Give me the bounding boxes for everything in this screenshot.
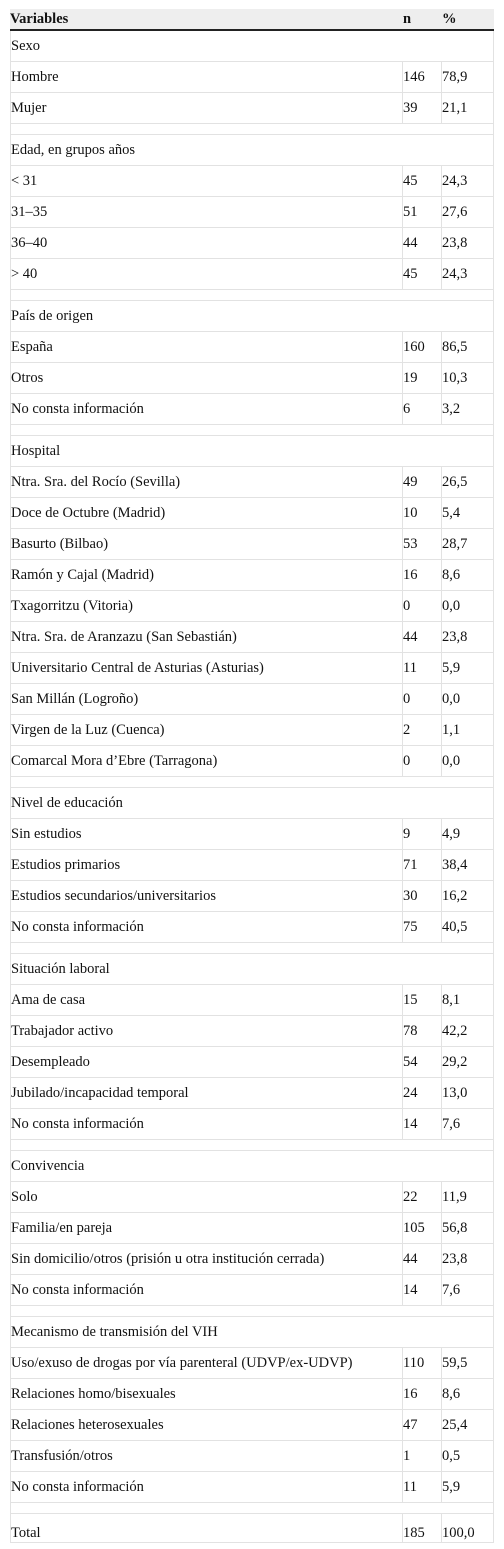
table-row: [10, 591, 494, 622]
group-row: [10, 788, 494, 819]
row-label: 31–35: [10, 197, 403, 228]
row-count: 44: [403, 1244, 442, 1275]
group-title: Nivel de educación: [10, 788, 494, 819]
row-label: Trabajador activo: [10, 1016, 403, 1047]
row-count: 24: [403, 1078, 442, 1109]
row-count: 44: [403, 622, 442, 653]
row-count: 11: [403, 653, 442, 684]
group-title: País de origen: [10, 301, 494, 332]
table-row: [10, 259, 494, 290]
row-percent: 0,5: [442, 1441, 494, 1472]
table-row: [10, 1472, 494, 1503]
spacer-cell: [10, 943, 494, 954]
row-label: Desempleado: [10, 1047, 403, 1078]
row-percent: 8,6: [442, 1379, 494, 1410]
group-title: Edad, en grupos años: [10, 135, 494, 166]
row-percent: 29,2: [442, 1047, 494, 1078]
header-percent: %: [442, 9, 494, 31]
row-count: 39: [403, 93, 442, 124]
row-count: 71: [403, 850, 442, 881]
row-percent: 78,9: [442, 62, 494, 93]
row-percent: 10,3: [442, 363, 494, 394]
row-count: 22: [403, 1182, 442, 1213]
table-row: [10, 1244, 494, 1275]
row-count: 0: [403, 746, 442, 777]
table-row: [10, 985, 494, 1016]
row-percent: 42,2: [442, 1016, 494, 1047]
row-label: Estudios primarios: [10, 850, 403, 881]
row-label: Txagorritzu (Vitoria): [10, 591, 403, 622]
group-row: [10, 135, 494, 166]
data-table: [10, 9, 494, 1543]
spacer-cell: [10, 1140, 494, 1151]
row-percent: 38,4: [442, 850, 494, 881]
row-label: No consta información: [10, 394, 403, 425]
row-percent: 24,3: [442, 166, 494, 197]
table-row: [10, 93, 494, 124]
row-count: 15: [403, 985, 442, 1016]
row-percent: 0,0: [442, 591, 494, 622]
group-spacer: [10, 425, 494, 436]
row-count: 30: [403, 881, 442, 912]
group-row: [10, 954, 494, 985]
table-row: [10, 881, 494, 912]
spacer-cell: [10, 1306, 494, 1317]
row-count: 105: [403, 1213, 442, 1244]
table-row: [10, 715, 494, 746]
spacer-cell: [10, 425, 494, 436]
row-count: 54: [403, 1047, 442, 1078]
row-label: Otros: [10, 363, 403, 394]
total-row: [10, 1514, 494, 1543]
row-label: No consta información: [10, 1275, 403, 1306]
row-percent: 23,8: [442, 622, 494, 653]
table-row: [10, 1047, 494, 1078]
group-title: Sexo: [10, 31, 494, 62]
table-row: [10, 1379, 494, 1410]
spacer-cell: [10, 290, 494, 301]
row-count: 110: [403, 1348, 442, 1379]
row-percent: 86,5: [442, 332, 494, 363]
row-label: Solo: [10, 1182, 403, 1213]
row-percent: 5,4: [442, 498, 494, 529]
row-count: 0: [403, 684, 442, 715]
row-count: 16: [403, 560, 442, 591]
table-row: [10, 1441, 494, 1472]
spacer-cell: [10, 1503, 494, 1514]
row-percent: 3,2: [442, 394, 494, 425]
table-row: [10, 498, 494, 529]
row-count: 51: [403, 197, 442, 228]
group-spacer: [10, 1306, 494, 1317]
table-row: [10, 819, 494, 850]
row-percent: 27,6: [442, 197, 494, 228]
row-label: Relaciones homo/bisexuales: [10, 1379, 403, 1410]
row-label: No consta información: [10, 912, 403, 943]
row-label: Sin estudios: [10, 819, 403, 850]
table-row: [10, 1348, 494, 1379]
row-percent: 0,0: [442, 684, 494, 715]
group-spacer: [10, 1140, 494, 1151]
table-row: [10, 332, 494, 363]
row-percent: 26,5: [442, 467, 494, 498]
row-percent: 1,1: [442, 715, 494, 746]
table-row: [10, 1213, 494, 1244]
table-row: [10, 228, 494, 259]
row-label: Virgen de la Luz (Cuenca): [10, 715, 403, 746]
row-label: 36–40: [10, 228, 403, 259]
row-count: 53: [403, 529, 442, 560]
table-row: [10, 850, 494, 881]
table-row: [10, 1410, 494, 1441]
row-label: Doce de Octubre (Madrid): [10, 498, 403, 529]
row-percent: 7,6: [442, 1275, 494, 1306]
row-percent: 23,8: [442, 228, 494, 259]
group-spacer: [10, 124, 494, 135]
spacer-cell: [10, 124, 494, 135]
group-title: Hospital: [10, 436, 494, 467]
row-label: Universitario Central de Asturias (Asturias): [10, 653, 403, 684]
spacer-cell: [10, 777, 494, 788]
row-count: 45: [403, 259, 442, 290]
group-title: Mecanismo de transmisión del VIH: [10, 1317, 494, 1348]
row-count: 16: [403, 1379, 442, 1410]
row-count: 49: [403, 467, 442, 498]
row-count: 47: [403, 1410, 442, 1441]
table-row: [10, 1016, 494, 1047]
row-count: 45: [403, 166, 442, 197]
row-label: Ntra. Sra. del Rocío (Sevilla): [10, 467, 403, 498]
table-row: [10, 1109, 494, 1140]
row-count: 10: [403, 498, 442, 529]
row-percent: 28,7: [442, 529, 494, 560]
row-percent: 24,3: [442, 259, 494, 290]
row-label: España: [10, 332, 403, 363]
row-percent: 4,9: [442, 819, 494, 850]
row-percent: 13,0: [442, 1078, 494, 1109]
row-count: 2: [403, 715, 442, 746]
group-spacer: [10, 943, 494, 954]
table-row: [10, 467, 494, 498]
group-row: [10, 436, 494, 467]
row-count: 14: [403, 1109, 442, 1140]
table-row: [10, 166, 494, 197]
table-row: [10, 363, 494, 394]
row-label: Jubilado/incapacidad temporal: [10, 1078, 403, 1109]
table-row: [10, 622, 494, 653]
row-percent: 11,9: [442, 1182, 494, 1213]
row-count: 19: [403, 363, 442, 394]
row-label: No consta información: [10, 1472, 403, 1503]
row-count: 0: [403, 591, 442, 622]
row-count: 44: [403, 228, 442, 259]
group-row: [10, 1317, 494, 1348]
table-row: [10, 684, 494, 715]
row-label: Hombre: [10, 62, 403, 93]
row-percent: 25,4: [442, 1410, 494, 1441]
table-row: [10, 746, 494, 777]
table-row: [10, 1275, 494, 1306]
row-percent: 59,5: [442, 1348, 494, 1379]
group-title: Convivencia: [10, 1151, 494, 1182]
row-count: 1: [403, 1441, 442, 1472]
table-row: [10, 529, 494, 560]
row-percent: 7,6: [442, 1109, 494, 1140]
row-label: Estudios secundarios/universitarios: [10, 881, 403, 912]
table-row: [10, 912, 494, 943]
row-label: Ramón y Cajal (Madrid): [10, 560, 403, 591]
table-header: [10, 9, 494, 31]
group-spacer: [10, 777, 494, 788]
row-label: Ama de casa: [10, 985, 403, 1016]
table-row: [10, 560, 494, 591]
row-label: San Millán (Logroño): [10, 684, 403, 715]
row-count: 11: [403, 1472, 442, 1503]
group-row: [10, 1151, 494, 1182]
table-row: [10, 394, 494, 425]
row-count: 78: [403, 1016, 442, 1047]
row-label: Relaciones heterosexuales: [10, 1410, 403, 1441]
table-row: [10, 1078, 494, 1109]
row-percent: 16,2: [442, 881, 494, 912]
table-row: [10, 62, 494, 93]
row-label: Familia/en pareja: [10, 1213, 403, 1244]
row-percent: 21,1: [442, 93, 494, 124]
row-count: 14: [403, 1275, 442, 1306]
group-spacer: [10, 1503, 494, 1514]
group-title: Situación laboral: [10, 954, 494, 985]
group-row: [10, 31, 494, 62]
table-body: [10, 31, 494, 1543]
row-label: > 40: [10, 259, 403, 290]
row-percent: 56,8: [442, 1213, 494, 1244]
row-label: Basurto (Bilbao): [10, 529, 403, 560]
row-percent: 0,0: [442, 746, 494, 777]
total-label: Total: [10, 1514, 403, 1543]
row-label: Comarcal Mora d’Ebre (Tarragona): [10, 746, 403, 777]
header-n: n: [403, 9, 442, 31]
row-count: 75: [403, 912, 442, 943]
row-percent: 8,6: [442, 560, 494, 591]
row-label: < 31: [10, 166, 403, 197]
table-row: [10, 653, 494, 684]
table-row: [10, 1182, 494, 1213]
row-label: No consta información: [10, 1109, 403, 1140]
table-row: [10, 197, 494, 228]
row-label: Mujer: [10, 93, 403, 124]
row-label: Sin domicilio/otros (prisión u otra institución cerrada): [10, 1244, 403, 1275]
row-count: 146: [403, 62, 442, 93]
row-label: Ntra. Sra. de Aranzazu (San Sebastián): [10, 622, 403, 653]
total-percent: 100,0: [442, 1514, 494, 1543]
group-row: [10, 301, 494, 332]
row-percent: 40,5: [442, 912, 494, 943]
row-label: Uso/exuso de drogas por vía parenteral (UDVP/ex-UDVP): [10, 1348, 403, 1379]
group-spacer: [10, 290, 494, 301]
row-label: Transfusión/otros: [10, 1441, 403, 1472]
row-count: 6: [403, 394, 442, 425]
row-count: 9: [403, 819, 442, 850]
row-percent: 5,9: [442, 1472, 494, 1503]
row-count: 160: [403, 332, 442, 363]
row-percent: 8,1: [442, 985, 494, 1016]
header-variables: Variables: [10, 9, 403, 31]
row-percent: 5,9: [442, 653, 494, 684]
row-percent: 23,8: [442, 1244, 494, 1275]
total-count: 185: [403, 1514, 442, 1543]
